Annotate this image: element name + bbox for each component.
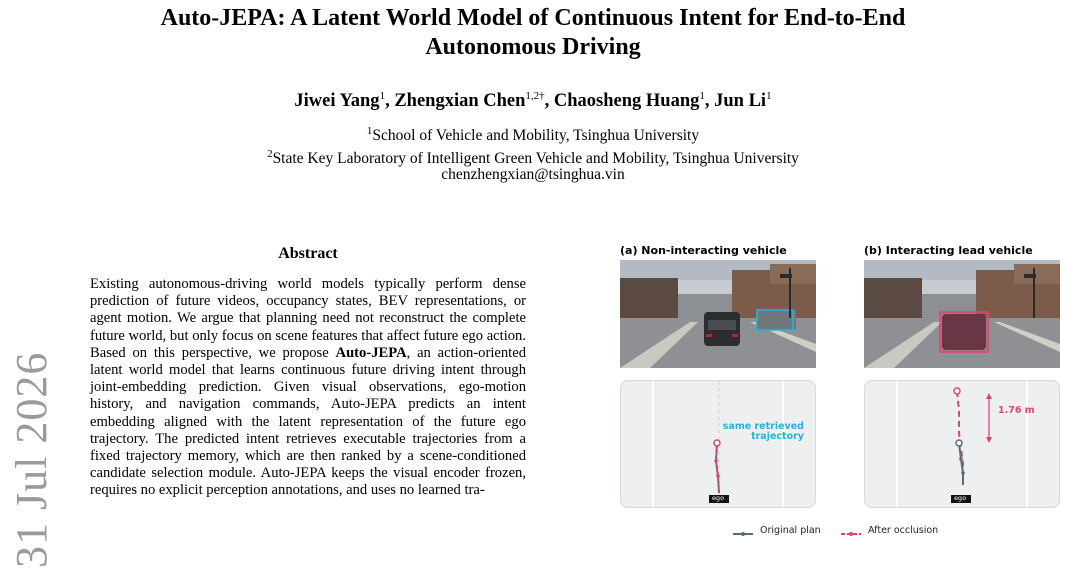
- annotation-line: same retrieved: [722, 421, 804, 432]
- abstract-bold-term: Auto-JEPA: [335, 344, 407, 361]
- author-sep: ,: [704, 91, 715, 112]
- abstract-text: , an action-oriented latent world model that learns continuous future driving intent through joint-embedding prediction. Given visual observations, ego-motion history, and navigation commands, Auto-JEPA predicts an intent embedding aligned with the latent representation of the future ego trajectory. The predicted intent retrieves executable trajectories from a fixed trajectory memory, which are then ranked by a scene-conditioned candidate selection module. Auto-JEPA keeps the visual encoder frozen, requires no explicit perception annotations, and uses no learned tra-: [90, 344, 526, 499]
- abstract-text: Existing autonomous-driving world models typically perform dense prediction of future videos, occupancy states, BEV representations, or agent motion. We argue that planning need not reconstruct the complete future world, but only focus on scene features that affect future ego action. Based on this perspective, we propose: [90, 276, 526, 361]
- legend-occlusion-swatch: [840, 526, 862, 536]
- author-sup: 1: [766, 90, 772, 102]
- camera-image-b: [864, 260, 1060, 368]
- annotation-line: trajectory: [751, 431, 804, 442]
- title-line-2: Autonomous Driving: [425, 34, 641, 60]
- author-sup: 1,2†: [525, 90, 545, 102]
- affiliation-1: [0, 122, 1066, 145]
- author-list: [0, 90, 1066, 112]
- affiliation-sup: 2: [267, 148, 273, 160]
- arxiv-stamp: 31 Jul 2026: [7, 351, 56, 568]
- panel-b-title: (b) Interacting lead vehicle: [864, 244, 1033, 257]
- bev-plot-a: [620, 380, 816, 508]
- bev-plot-b: [864, 380, 1060, 508]
- author-sep: ,: [544, 91, 554, 112]
- camera-image-a: [620, 260, 816, 368]
- legend-occlusion-label: After occlusion: [868, 525, 939, 536]
- legend-original-swatch: [732, 526, 754, 536]
- affiliation-text: State Key Laboratory of Intelligent Green Vehicle and Mobility, Tsinghua University: [272, 150, 799, 168]
- legend-original-label: Original plan: [760, 525, 821, 536]
- abstract-heading: Abstract: [278, 245, 338, 262]
- affiliation-2: [0, 145, 1066, 168]
- author-name: Chaosheng Huang: [553, 91, 700, 112]
- paper-title: [0, 4, 1066, 62]
- affiliation-sup: 1: [366, 125, 373, 137]
- author-sup: 1: [379, 90, 386, 102]
- retrieved-trajectory-annotation: [718, 422, 804, 442]
- panel-a-title: (a) Non-interacting vehicle: [620, 244, 787, 257]
- author-name: Jiwei Yang: [294, 91, 380, 112]
- author-name: Zhengxian Chen: [394, 91, 526, 112]
- author-sup: 1: [699, 90, 705, 102]
- ego-label-b: ego: [953, 494, 967, 502]
- teaser-figure: [600, 240, 1060, 568]
- ego-label-a: ego: [711, 494, 725, 502]
- author-name: Jun Li: [714, 91, 767, 112]
- author-sep: ,: [385, 91, 395, 112]
- distance-annotation: 1.76 m: [998, 405, 1035, 416]
- abstract-body: [90, 276, 526, 500]
- affiliation-text: School of Vehicle and Mobility, Tsinghua University: [372, 127, 700, 145]
- title-line-1: Auto-JEPA: A Latent World Model of Continuous Intent for End-to-End: [160, 5, 906, 31]
- author-email[interactable]: chenzhengxian@tsinghua.vin: [441, 166, 625, 183]
